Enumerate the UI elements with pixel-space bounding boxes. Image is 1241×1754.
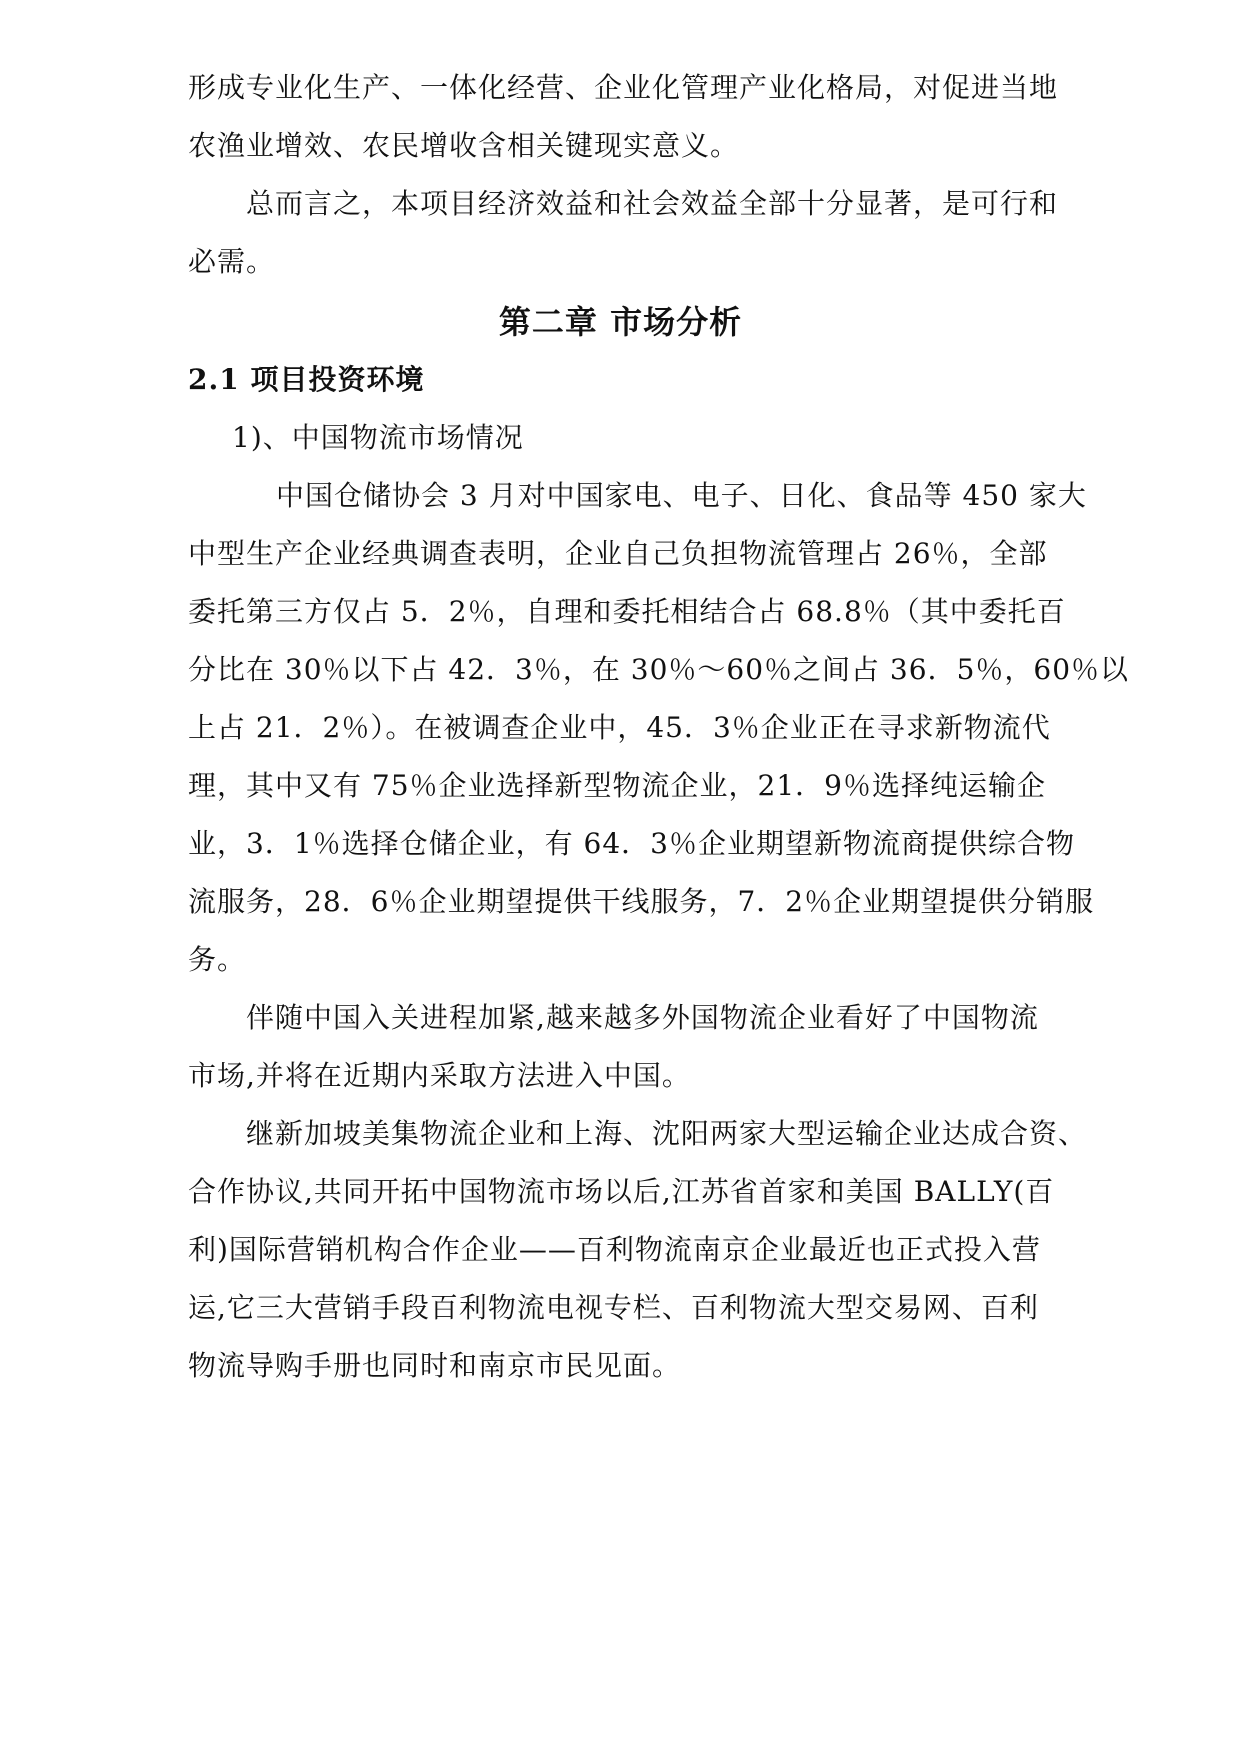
section-title: 2.1 项目投资环境 bbox=[188, 363, 425, 396]
paragraph-line: 中国仓储协会 3 月对中国家电、电子、日化、食品等 450 家大 bbox=[276, 479, 1087, 512]
paragraph-line: 利)国际营销机构合作企业——百利物流南京企业最近也正式投入营 bbox=[188, 1233, 1041, 1266]
paragraph-line: 务。 bbox=[188, 943, 247, 976]
paragraph-line: 理，其中又有 75％企业选择新型物流企业，21．9％选择纯运输企 bbox=[188, 769, 1046, 802]
paragraph-line: 总而言之，本项目经济效益和社会效益全部十分显著，是可行和 bbox=[246, 187, 1059, 220]
paragraph-line: 必需。 bbox=[188, 245, 276, 278]
chapter-title: 第二章 市场分析 bbox=[498, 303, 743, 341]
subsection-title: 1)、中国物流市场情况 bbox=[232, 421, 524, 454]
paragraph-line: 农渔业增效、农民增收含相关键现实意义。 bbox=[188, 129, 740, 162]
paragraph-line: 物流导购手册也同时和南京市民见面。 bbox=[188, 1349, 682, 1382]
paragraph-line: 上占 21．2％）。在被调查企业中，45．3％企业正在寻求新物流代 bbox=[188, 711, 1051, 744]
paragraph-line: 中型生产企业经典调查表明，企业自己负担物流管理占 26％，全部 bbox=[188, 537, 1048, 570]
paragraph-line: 委托第三方仅占 5．2％，自理和委托相结合占 68.8％（其中委托百 bbox=[188, 595, 1066, 628]
paragraph-line: 分比在 30％以下占 42．3％，在 30％～60％之间占 36．5％，60％以 bbox=[188, 653, 1130, 686]
paragraph-line: 运,它三大营销手段百利物流电视专栏、百利物流大型交易网、百利 bbox=[188, 1291, 1039, 1324]
paragraph-line: 伴随中国入关进程加紧,越来越多外国物流企业看好了中国物流 bbox=[246, 1001, 1039, 1034]
paragraph-line: 合作协议,共同开拓中国物流市场以后,江苏省首家和美国 BALLY(百 bbox=[188, 1175, 1055, 1208]
paragraph-line: 市场,并将在近期内采取方法进入中国。 bbox=[188, 1059, 691, 1092]
paragraph-line: 流服务，28．6％企业期望提供干线服务，7．2％企业期望提供分销服 bbox=[188, 885, 1095, 918]
paragraph-line: 形成专业化生产、一体化经营、企业化管理产业化格局，对促进当地 bbox=[188, 71, 1059, 104]
paragraph-line: 业，3．1％选择仓储企业，有 64．3％企业期望新物流商提供综合物 bbox=[188, 827, 1075, 860]
paragraph-line: 继新加坡美集物流企业和上海、沈阳两家大型运输企业达成合资、 bbox=[246, 1117, 1088, 1150]
